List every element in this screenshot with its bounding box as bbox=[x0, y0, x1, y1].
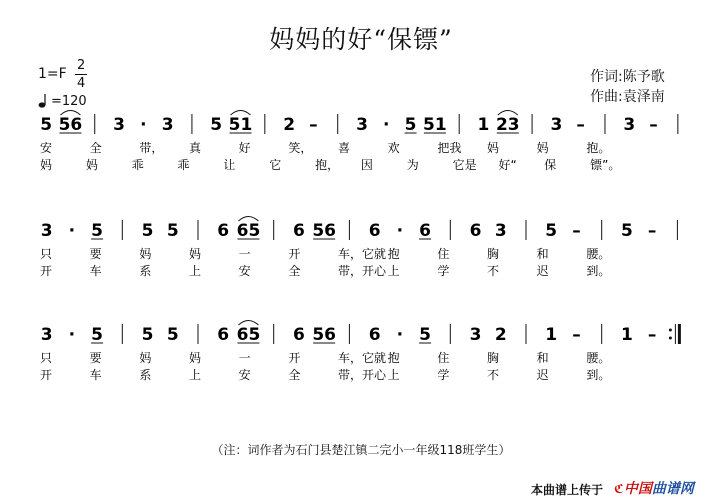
note: 6 bbox=[217, 221, 230, 241]
time-signature-bottom: 4 bbox=[77, 76, 86, 91]
note: 6 bbox=[368, 325, 381, 345]
lyric-word: 抱， bbox=[315, 158, 340, 172]
lyric-word: 为 bbox=[406, 158, 419, 172]
note: 5 bbox=[91, 325, 103, 345]
lyric-word: 抱 bbox=[387, 247, 400, 261]
lyric-word: 乖 bbox=[131, 158, 144, 172]
lyric-word: 笑， bbox=[288, 141, 313, 155]
note: 3 bbox=[356, 115, 368, 135]
lyric-word: 全 bbox=[288, 368, 301, 382]
lyric-word: 乖 bbox=[177, 158, 190, 172]
lyric-word: 全 bbox=[288, 264, 301, 278]
lyric-word: 只 bbox=[40, 247, 53, 261]
time-signature-top: 2 bbox=[77, 58, 86, 73]
upload-caption: 本曲谱上传于 bbox=[531, 483, 604, 497]
lyric-word: 它是 bbox=[452, 158, 477, 172]
note: 6 bbox=[293, 325, 305, 345]
site-logo-icon: ℭ bbox=[614, 482, 624, 496]
note: 5 bbox=[166, 221, 179, 241]
lyric-word: 上 bbox=[189, 368, 202, 382]
note: 1 bbox=[545, 325, 558, 345]
lyricist-credit: 作词:陈予歌 bbox=[590, 69, 665, 85]
lyric-word: 安 bbox=[238, 368, 251, 382]
lyric-word: 抱 bbox=[387, 351, 400, 365]
lyric-word: 让 bbox=[223, 158, 236, 172]
lyric-word: 把我 bbox=[437, 141, 462, 155]
lyric-word: 要 bbox=[89, 247, 102, 261]
lyric-word: 车 bbox=[89, 368, 102, 382]
lyric-word: 妈 bbox=[40, 158, 53, 172]
lyric-word: 欢 bbox=[387, 141, 400, 155]
dot-mark: · bbox=[383, 115, 390, 135]
site-logo-name: 曲谱网 bbox=[651, 481, 694, 497]
lyric-word: 到。 bbox=[586, 264, 611, 278]
lyric-word: 妈 bbox=[85, 158, 98, 172]
note: 5 bbox=[419, 325, 431, 345]
dash-note: – bbox=[649, 115, 658, 135]
lyric-word: 保 bbox=[544, 158, 557, 172]
lyric-word: 好“ bbox=[498, 158, 517, 172]
lyric-word: 妈 bbox=[487, 141, 500, 155]
lyric-word: 安 bbox=[238, 264, 251, 278]
lyric-word: 住 bbox=[437, 247, 450, 261]
lyric-word: 不 bbox=[487, 264, 500, 278]
lyric-word: 和 bbox=[536, 247, 549, 261]
lyric-word: 真 bbox=[189, 141, 202, 155]
note: 5 bbox=[91, 221, 103, 241]
dash-note: – bbox=[576, 115, 585, 135]
lyric-word: 妈 bbox=[189, 247, 202, 261]
note: 3 bbox=[494, 221, 507, 241]
dash-note: – bbox=[309, 115, 318, 135]
note: 51 bbox=[228, 115, 253, 135]
note: 65 bbox=[236, 325, 261, 345]
note: 3 bbox=[623, 115, 636, 135]
note: 2 bbox=[283, 115, 296, 135]
note: 1 bbox=[477, 115, 490, 135]
note: 56 bbox=[58, 115, 83, 135]
lyric-word: 一 bbox=[238, 351, 251, 365]
note: 56 bbox=[312, 221, 336, 241]
lyric-word: 迟 bbox=[536, 264, 549, 278]
dot-mark: · bbox=[68, 325, 76, 345]
note: 3 bbox=[40, 325, 53, 345]
lyric-word: 迟 bbox=[536, 368, 549, 382]
lyric-word: 一 bbox=[238, 247, 251, 261]
repeat-dot bbox=[669, 337, 672, 340]
note: 3 bbox=[550, 115, 563, 135]
lyric-word: 不 bbox=[487, 368, 500, 382]
note: 6 bbox=[368, 221, 381, 241]
lyric-word: 到。 bbox=[586, 368, 611, 382]
lyric-word: 抱。 bbox=[586, 141, 611, 155]
composer-credit: 作曲:袁泽南 bbox=[590, 89, 665, 105]
dash-note: – bbox=[647, 221, 657, 241]
lyric-word: 带， bbox=[139, 141, 164, 155]
lyric-word: 胸 bbox=[487, 351, 500, 365]
lyric-word: 腰。 bbox=[586, 247, 611, 261]
song-title: 妈妈的好“保镖” bbox=[269, 25, 453, 54]
lyric-word: 全 bbox=[89, 141, 102, 155]
lyric-word: 喜 bbox=[338, 141, 351, 155]
note: 3 bbox=[469, 325, 482, 345]
lyric-word: 车，它就 bbox=[338, 247, 387, 261]
lyric-word: 胸 bbox=[487, 247, 500, 261]
dash-note: – bbox=[647, 325, 657, 345]
note: 56 bbox=[312, 325, 336, 345]
note: 5 bbox=[210, 115, 223, 135]
lyric-word: 因 bbox=[360, 158, 373, 172]
dot-mark: · bbox=[396, 221, 404, 241]
lyric-word: 妈 bbox=[139, 247, 152, 261]
note: 51 bbox=[423, 115, 447, 135]
note: 23 bbox=[495, 115, 520, 135]
lyric-word: 镖”。 bbox=[590, 158, 621, 172]
lyric-word: 上 bbox=[387, 368, 400, 382]
lyric-word: 只 bbox=[40, 351, 53, 365]
lyric-word: 带，开心 bbox=[338, 368, 387, 382]
dot-mark: · bbox=[68, 221, 76, 241]
lyric-word: 系 bbox=[139, 368, 152, 382]
lyric-word: 妈 bbox=[139, 351, 152, 365]
lyric-word: 开 bbox=[288, 247, 301, 261]
lyric-word: 要 bbox=[89, 351, 102, 365]
note: 3 bbox=[161, 115, 174, 135]
note: 5 bbox=[141, 325, 154, 345]
note: 6 bbox=[419, 221, 431, 241]
note: 3 bbox=[113, 115, 125, 135]
note: 3 bbox=[40, 221, 53, 241]
note: 5 bbox=[141, 221, 154, 241]
lyric-word: 学 bbox=[437, 264, 450, 278]
lyric-word: 学 bbox=[437, 368, 450, 382]
note: 6 bbox=[293, 221, 305, 241]
note: 6 bbox=[217, 325, 230, 345]
lyric-word: 好 bbox=[238, 141, 251, 155]
lyric-word: 住 bbox=[437, 351, 450, 365]
lyric-word: 上 bbox=[189, 264, 202, 278]
lyric-word: 安 bbox=[40, 141, 53, 155]
note: 5 bbox=[404, 115, 417, 135]
site-logo[interactable] bbox=[614, 478, 694, 498]
tempo-marking: =120 bbox=[51, 94, 87, 109]
key-signature: 1=F bbox=[38, 66, 67, 82]
lyric-word: 车，它就 bbox=[338, 351, 387, 365]
dash-note: – bbox=[572, 325, 581, 345]
lyric-word: 上 bbox=[387, 264, 400, 278]
note: 5 bbox=[545, 221, 558, 241]
note: 2 bbox=[494, 325, 507, 345]
lyric-word: 开 bbox=[288, 351, 301, 365]
note: 5 bbox=[621, 221, 633, 241]
site-logo-cn: 中国 bbox=[623, 481, 652, 497]
lyric-word: 车 bbox=[89, 264, 102, 278]
lyric-word: 带，开心 bbox=[338, 264, 387, 278]
lyric-word: 和 bbox=[536, 351, 549, 365]
lyric-word: 腰。 bbox=[586, 351, 611, 365]
lyric-word: 妈 bbox=[536, 141, 549, 155]
dot-mark: · bbox=[396, 325, 404, 345]
note: 1 bbox=[621, 325, 633, 345]
footnote: （注：词作者为石门县楚江镇二完小一年级118班学生） bbox=[211, 443, 511, 457]
dash-note: – bbox=[572, 221, 581, 241]
lyric-word: 开 bbox=[40, 264, 53, 278]
dot-mark: · bbox=[140, 115, 147, 135]
note: 6 bbox=[469, 221, 482, 241]
note: 65 bbox=[236, 221, 261, 241]
lyric-word: 开 bbox=[40, 368, 53, 382]
lyric-word: 系 bbox=[139, 264, 152, 278]
note: 5 bbox=[40, 115, 53, 135]
lyric-word: 它 bbox=[269, 158, 282, 172]
repeat-dot bbox=[669, 329, 672, 332]
lyric-word: 妈 bbox=[189, 351, 202, 365]
note: 5 bbox=[166, 325, 179, 345]
